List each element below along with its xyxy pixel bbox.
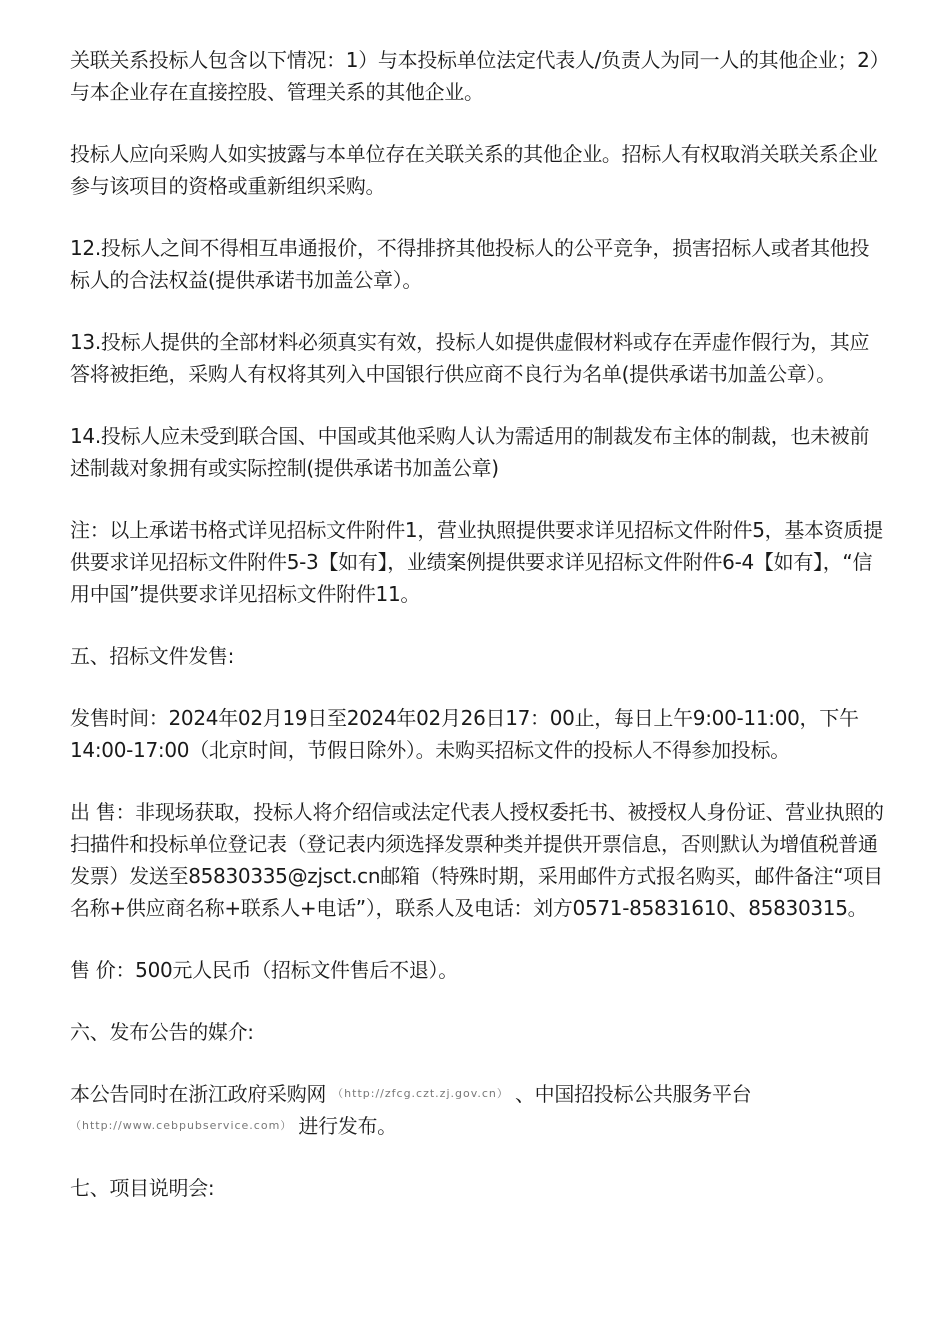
paragraph-item-13: 13.投标人提供的全部材料必须真实有效，投标人如提供虚假材料或存在弄虚作假行为，其应答将被拒绝，采购人有权将其列入中国银行供应商不良行为名单(提供承诺书加盖公章）。 <box>70 330 870 386</box>
zfcg-url-link[interactable]: （http://zfcg.czt.zj.gov.cn） <box>332 1087 509 1100</box>
media-text-b: 、中国招投标公共服务平台 <box>514 1082 752 1106</box>
paragraph-related-parties: 关联关系投标人包含以下情况：1）与本投标单位法定代表人/负责人为同一人的其他企业；2）与本企业存在直接控股、管理关系的其他企业。 <box>70 48 880 104</box>
media-text-c: 进行发布。 <box>298 1114 397 1138</box>
paragraph-item-14: 14.投标人应未受到联合国、中国或其他采购人认为需适用的制裁发布主体的制裁，也未被前述制裁对象拥有或实际控制(提供承诺书加盖公章) <box>70 424 870 480</box>
paragraph-price: 售 价：500元人民币（招标文件售后不退）。 <box>70 958 458 982</box>
paragraph-media <box>70 1078 885 1142</box>
paragraph-sale-method: 出 售：非现场获取，投标人将介绍信或法定代表人授权委托书、被授权人身份证、营业执照的扫描件和投标单位登记表（登记表内须选择发票种类并提供开票信息，否则默认为增值税普通发票）发送至85830335@zjsct.cn邮箱（特殊时期，采用邮件方式报名购买，邮件备注“项目名称+供应商名称+联系人+电话”），联系人及电话：刘方0571-85831610、85830315。 <box>70 800 884 920</box>
paragraph-sale-time: 发售时间：2024年02月19日至2024年02月26日17：00止，每日上午9:00-11:00，下午14:00-17:00（北京时间，节假日除外）。未购买招标文件的投标人不得参加投标。 <box>70 706 859 762</box>
media-text-a: 本公告同时在浙江政府采购网 <box>70 1082 327 1106</box>
cebpub-url-link[interactable]: （http://www.cebpubservice.com） <box>70 1119 293 1132</box>
document-body <box>70 44 885 1204</box>
section-heading-5: 五、招标文件发售: <box>70 644 235 668</box>
paragraph-disclosure: 投标人应向采购人如实披露与本单位存在关联关系的其他企业。招标人有权取消关联关系企业参与该项目的资格或重新组织采购。 <box>70 142 878 198</box>
paragraph-item-12: 12.投标人之间不得相互串通报价，不得排挤其他投标人的公平竞争，损害招标人或者其他投标人的合法权益(提供承诺书加盖公章）。 <box>70 236 870 292</box>
section-heading-6: 六、发布公告的媒介: <box>70 1020 254 1044</box>
paragraph-note: 注：以上承诺书格式详见招标文件附件1，营业执照提供要求详见招标文件附件5，基本资质提供要求详见招标文件附件5-3【如有】，业绩案例提供要求详见招标文件附件6-4【如有】，“信用中国”提供要求详见招标文件附件11。 <box>70 518 883 606</box>
section-heading-7: 七、项目说明会: <box>70 1176 215 1200</box>
